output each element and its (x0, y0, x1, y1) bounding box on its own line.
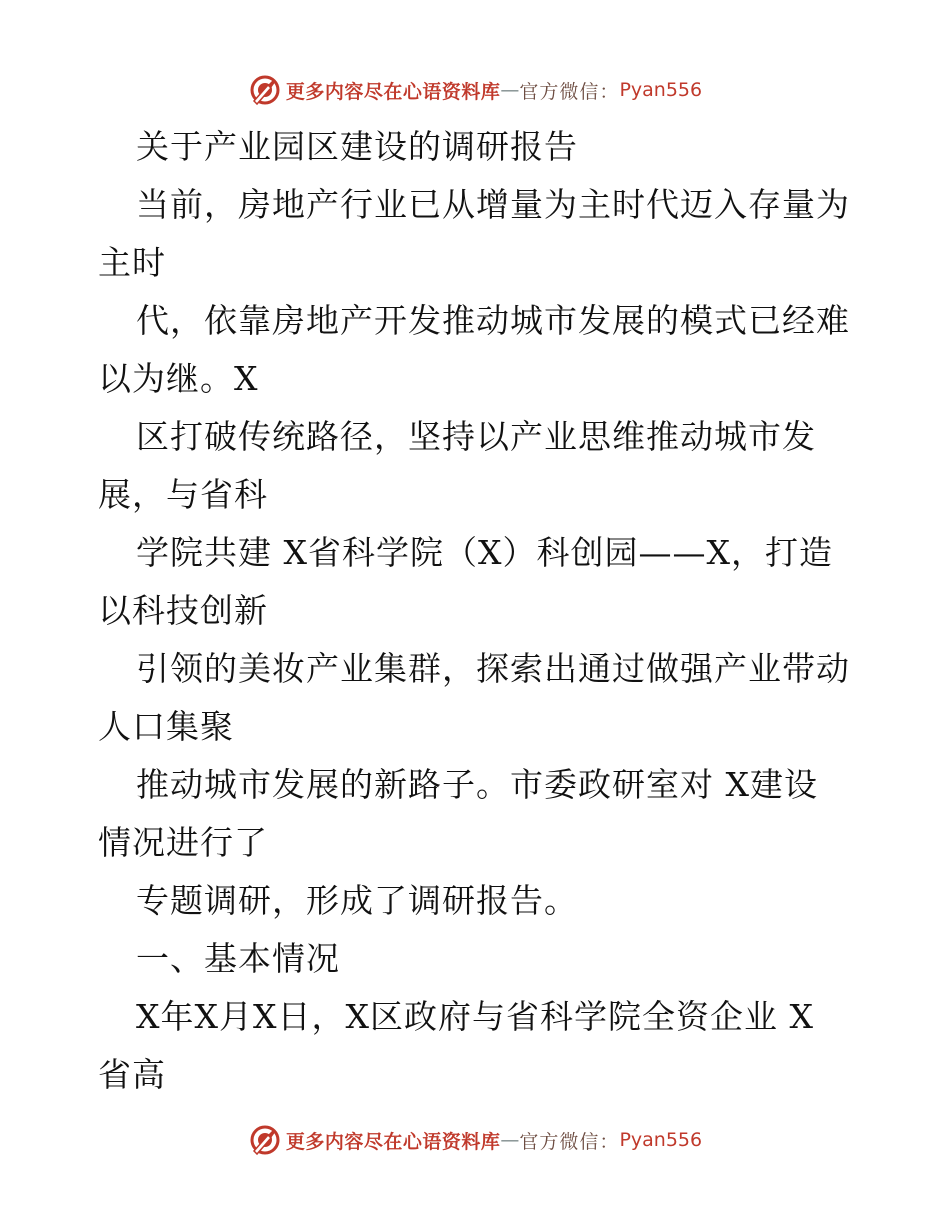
brand-logo-icon (248, 73, 282, 107)
watermark-brand: 更多内容尽在心语资料库 (285, 80, 501, 103)
document-line: 关于产业园区建设的调研报告 (136, 127, 578, 166)
document-line: 以为继。X (98, 359, 259, 398)
watermark-official: 官方微信： (519, 80, 620, 103)
document-line: 引领的美妆产业集群，探索出通过做强产业带动 (136, 649, 850, 688)
document-line: 专题调研，形成了调研报告。 (136, 881, 578, 920)
document-line: X年X月X日，X区政府与省科学院全资企业 X (136, 997, 814, 1036)
document-body (98, 118, 858, 1104)
document-line: 人口集聚 (98, 707, 234, 746)
document-line: 区打破传统路径，坚持以产业思维推动城市发 (136, 417, 816, 456)
document-line: 情况进行了 (98, 823, 268, 862)
document-line: 展，与省科 (98, 475, 268, 514)
watermark-brand: 更多内容尽在心语资料库 (285, 1130, 501, 1153)
watermark-account: Pyan556 (619, 1129, 703, 1151)
watermark-official: 官方微信： (519, 1130, 620, 1153)
watermark-dash: — (500, 1129, 520, 1151)
document-line: 一、基本情况 (136, 939, 340, 978)
document-line: 学院共建 X省科学院（X）科创园——X，打造 (136, 533, 833, 572)
document-line: 代，依靠房地产开发推动城市发展的模式已经难 (136, 301, 850, 340)
document-line: 省高 (98, 1055, 166, 1094)
header-watermark (0, 72, 950, 108)
document-line: 主时 (98, 243, 166, 282)
watermark-account: Pyan556 (619, 79, 703, 101)
footer-watermark (0, 1122, 950, 1158)
brand-logo-icon (248, 1123, 282, 1157)
document-line: 推动城市发展的新路子。市委政研室对 X建设 (136, 765, 818, 804)
watermark-dash: — (500, 79, 520, 101)
document-line: 当前，房地产行业已从增量为主时代迈入存量为 (136, 185, 850, 224)
document-line: 以科技创新 (98, 591, 268, 630)
